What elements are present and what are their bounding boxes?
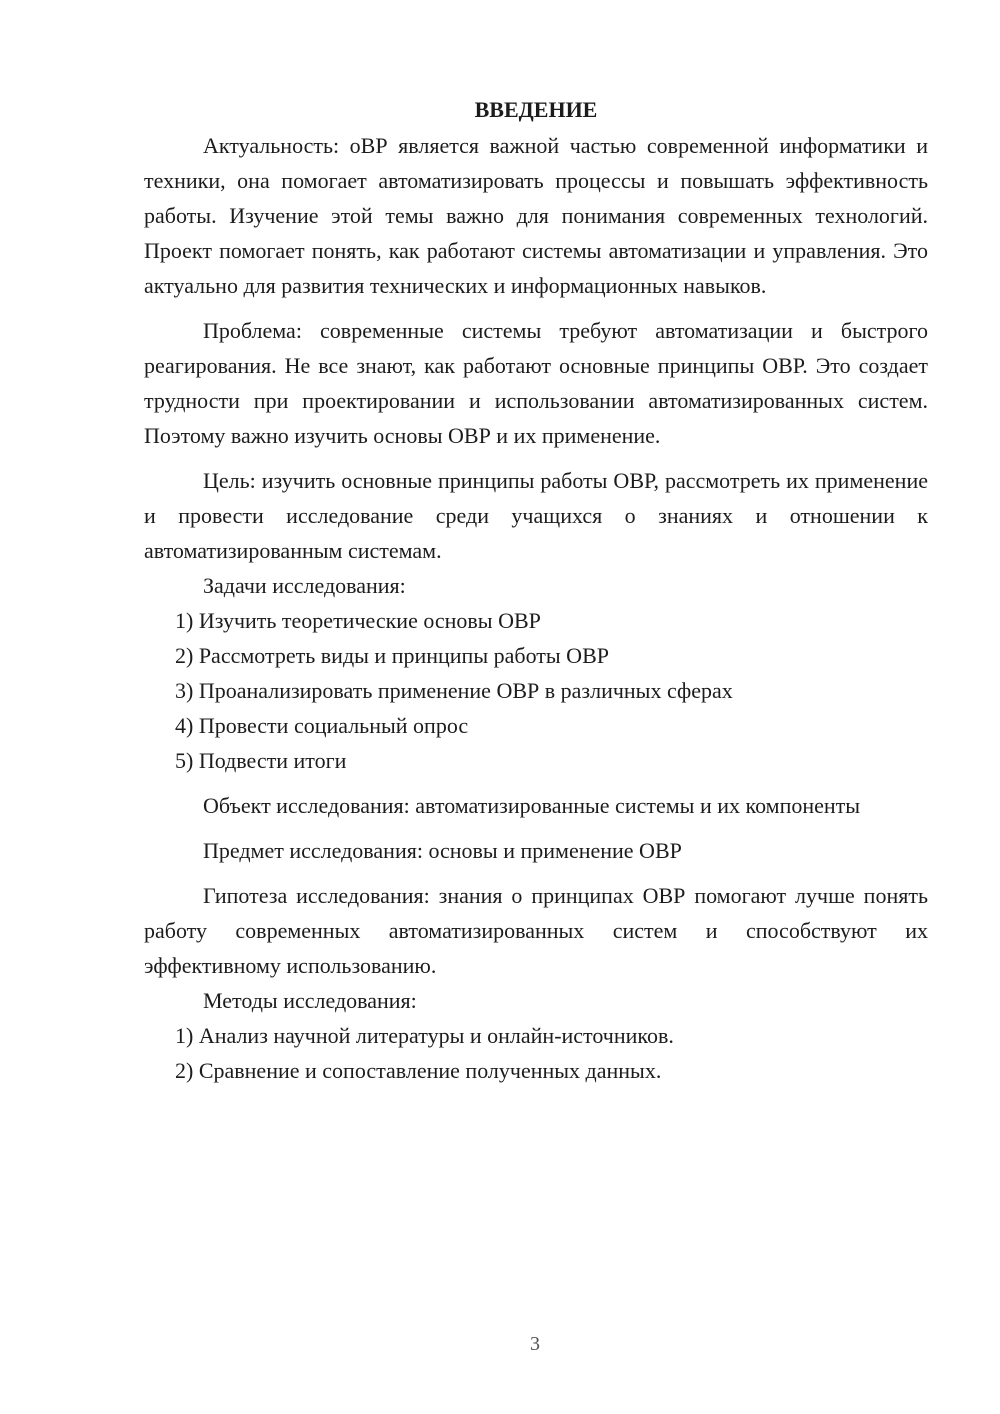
- paragraph-object: Объект исследования: автоматизированные системы и их компоненты: [203, 793, 861, 818]
- paragraph-goal: Цель: изучить основные принципы работы ОВР, рассмотреть их применение и провести исследование среди учащихся о знаниях и отношении к автоматизированным системам.: [144, 468, 928, 563]
- paragraph-problem: Проблема: современные системы требуют автоматизации и быстрого реагирования. Не все знают, как работают основные принципы ОВР. Это создает трудности при проектировании и использовании автоматизированных систем. Поэтому важно изучить основы ОВР и их применение.: [144, 318, 928, 448]
- tasks-label: Задачи исследования:: [203, 573, 406, 598]
- page-number: 3: [530, 1333, 540, 1355]
- task-item: 2) Рассмотреть виды и принципы работы ОВР: [175, 643, 609, 668]
- task-item: 4) Провести социальный опрос: [175, 713, 469, 738]
- task-item: 5) Подвести итоги: [175, 748, 347, 773]
- method-item: 2) Сравнение и сопоставление полученных данных.: [175, 1058, 662, 1083]
- methods-label: Методы исследования:: [203, 988, 417, 1013]
- paragraph-relevance: Актуальность: оВР является важной частью современной информатики и техники, она помогает автоматизировать процессы и повышать эффективность работы. Изучение этой темы важно для понимания современных технологий. Проект помогает понять, как работают системы автоматизации и управления. Это актуально для развития технических и информационных навыков.: [144, 133, 928, 298]
- method-item: 1) Анализ научной литературы и онлайн-источников.: [175, 1023, 674, 1048]
- section-title: ВВЕДЕНИЕ: [474, 97, 598, 122]
- task-item: 1) Изучить теоретические основы ОВР: [175, 608, 541, 633]
- paragraph-hypothesis: Гипотеза исследования: знания о принципах ОВР помогают лучше понять работу современных автоматизированных систем и способствуют их эффективному использованию.: [144, 883, 928, 978]
- paragraph-subject: Предмет исследования: основы и применение ОВР: [203, 838, 682, 863]
- task-item: 3) Проанализировать применение ОВР в различных сферах: [175, 678, 733, 703]
- document-page: [144, 92, 928, 1088]
